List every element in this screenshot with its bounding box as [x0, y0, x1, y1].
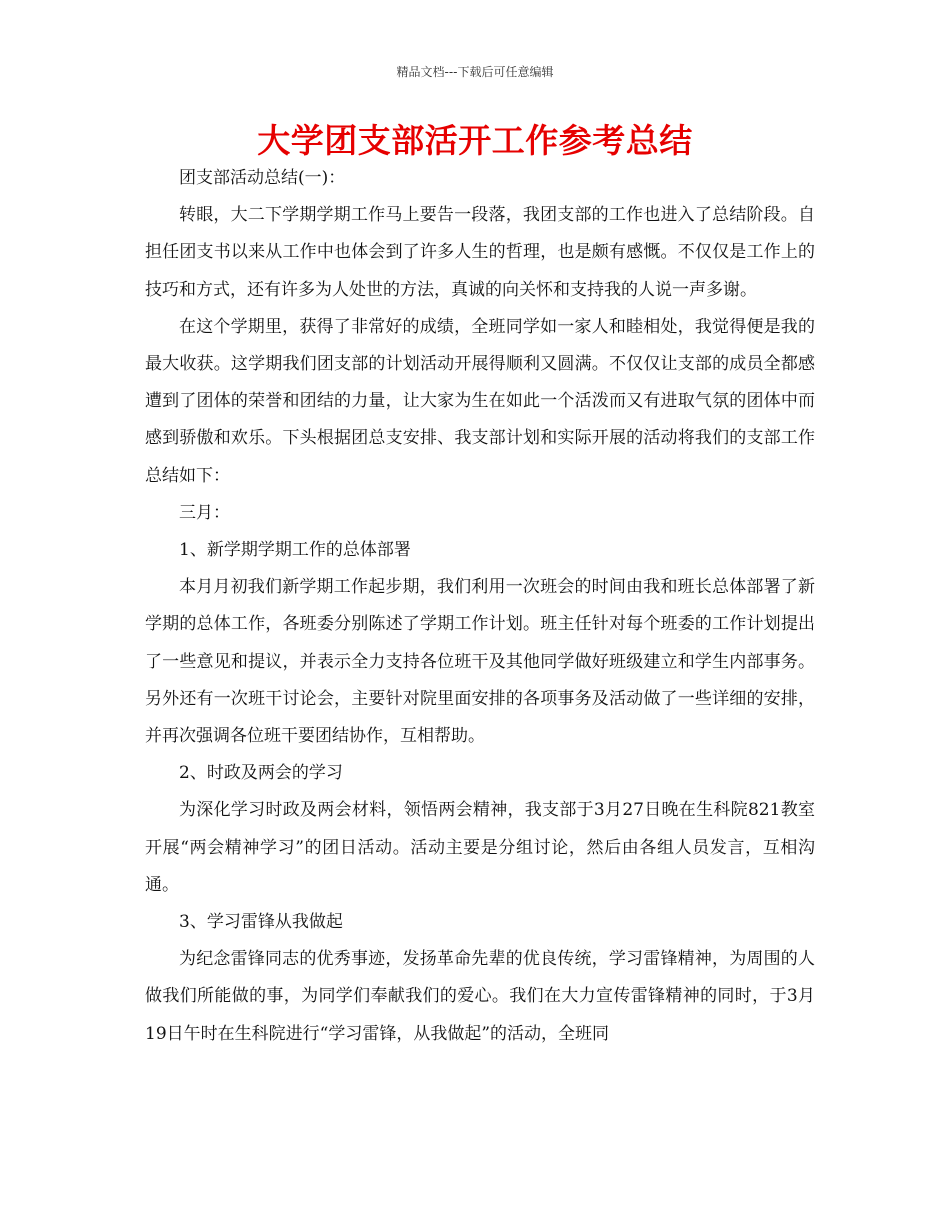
document-body [145, 160, 815, 1053]
paragraph: 本月月初我们新学期工作起步期，我们利用一次班会的时间由我和班长总体部署了新学期的总体工作，各班委分别陈述了学期工作计划。班主任针对每个班委的工作计划提出了一些意见和提议，并表示全力支持各位班干及其他同学做好班级建立和学生内部事务。另外还有一次班干讨论会，主要针对院里面安排的各项事务及活动做了一些详细的安排，并再次强调各位班干要团结协作，互相帮助。 [145, 577, 815, 747]
paragraph: 为纪念雷锋同志的优秀事迹，发扬革命先辈的优良传统，学习雷锋精神，为周围的人做我们所能做的事，为同学们奉献我们的爱心。我们在大力宣传雷锋精神的同时，于3月19日午时在生科院进行“学习雷锋，从我做起”的活动，全班同 [145, 949, 815, 1044]
item-heading: 2、时政及两会的学习 [179, 763, 343, 784]
section-heading: 团支部活动总结(一)： [179, 168, 346, 188]
item-heading: 1、新学期学期工作的总体部署 [179, 540, 411, 561]
header-note: 精品文档---下载后可任意编辑 [396, 65, 554, 79]
paragraph: 转眼，大二下学期学期工作马上要告一段落，我团支部的工作也进入了总结阶段。自担任团支书以来从工作中也体会到了许多人生的哲理，也是颇有感慨。不仅仅是工作上的技巧和方式，还有许多为人处世的方法，真诚的向关怀和支持我的人说一声多谢。 [145, 205, 815, 300]
item-heading: 3、学习雷锋从我做起 [179, 912, 343, 933]
month-heading: 三月： [179, 502, 230, 523]
document-title: 大学团支部活开工作参考总结 [257, 121, 693, 160]
paragraph: 在这个学期里，获得了非常好的成绩，全班同学如一家人和睦相处，我觉得便是我的最大收获。这学期我们团支部的计划活动开展得顺利又圆满。不仅仅让支部的成员全都感遭到了团体的荣誉和团结的力量，让大家为生在如此一个活泼而又有进取气氛的团体中而感到骄傲和欢乐。下头根据团总支安排、我支部计划和实际开展的活动将我们的支部工作总结如下： [145, 316, 815, 486]
paragraph: 为深化学习时政及两会材料，领悟两会精神，我支部于3月27日晚在生科院821教室开展“两会精神学习”的团日活动。活动主要是分组讨论，然后由各组人员发言，互相沟通。 [145, 800, 815, 895]
